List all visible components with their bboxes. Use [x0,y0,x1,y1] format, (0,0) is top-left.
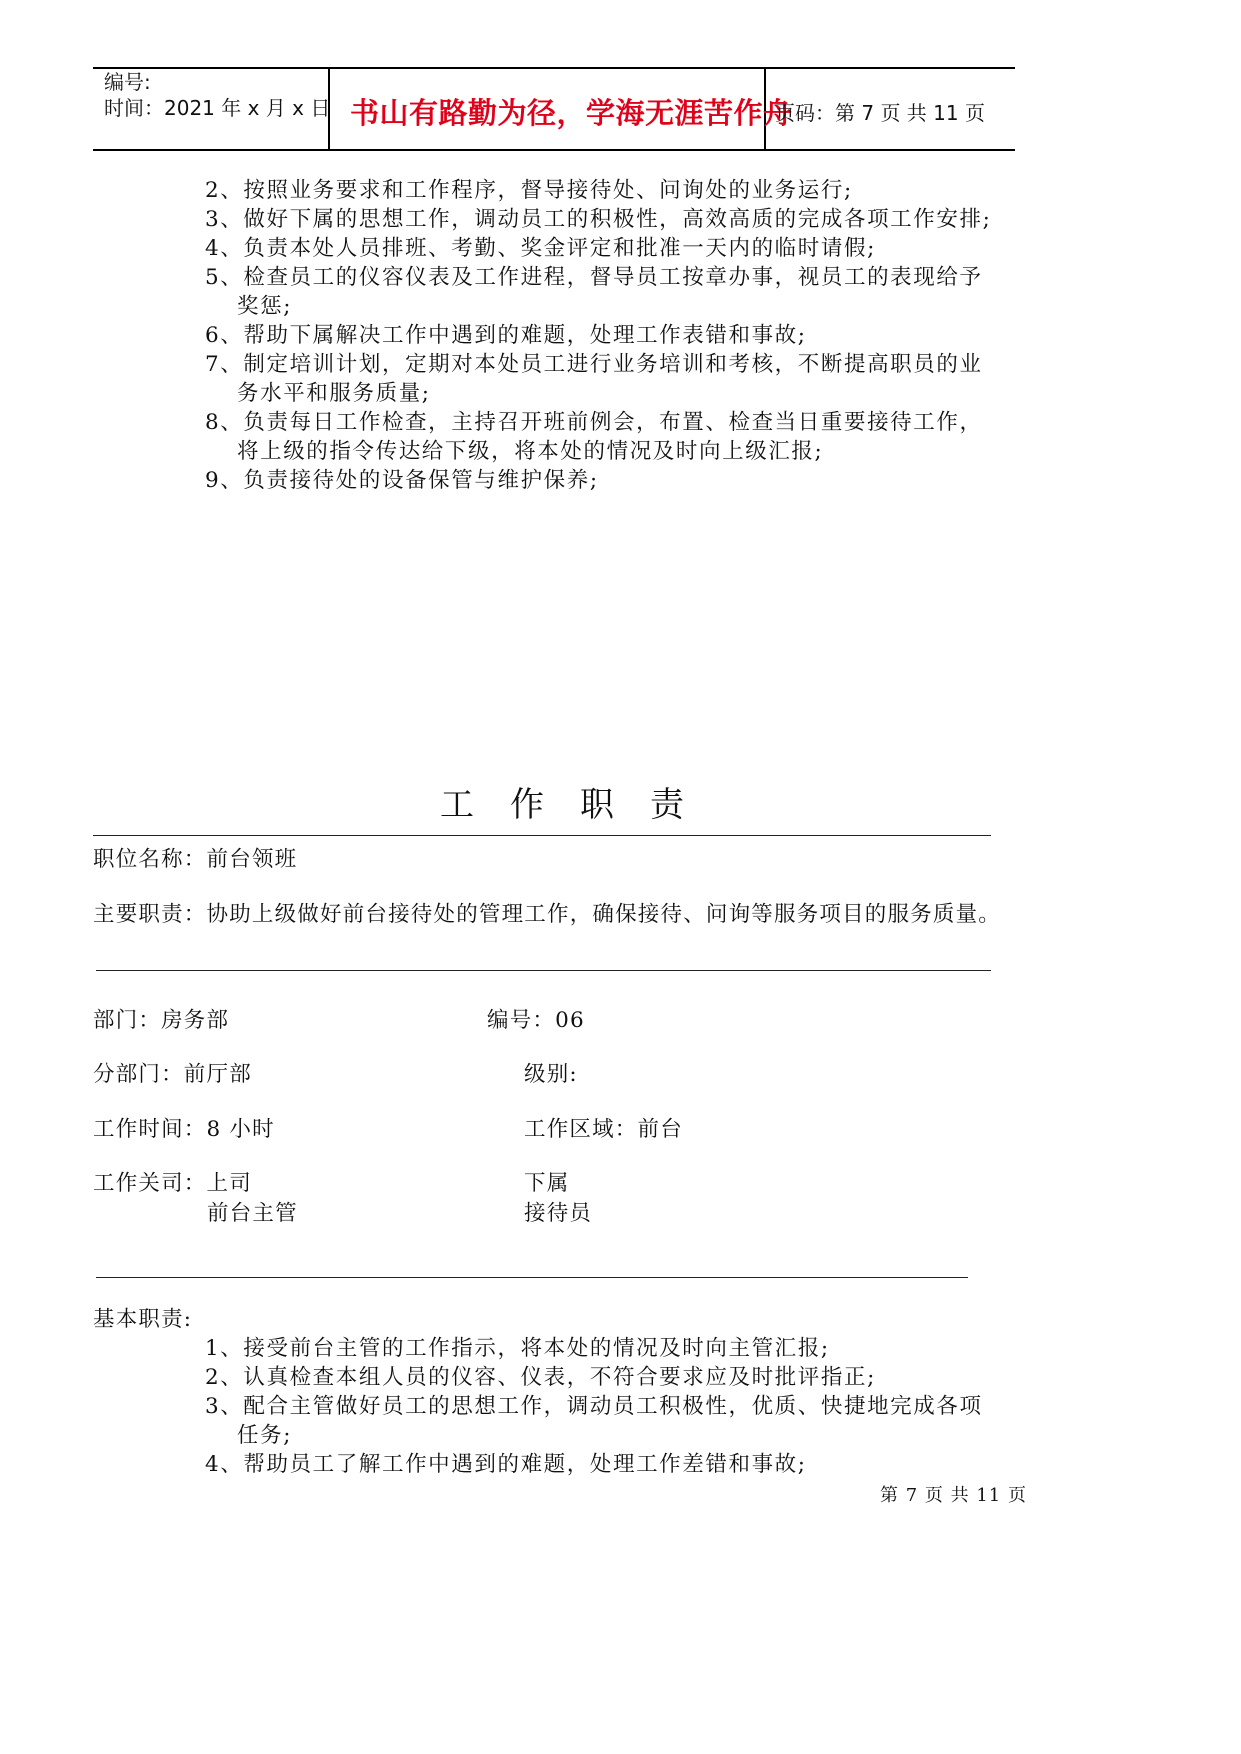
basic-duties-label: 基本职责: [93,1307,193,1332]
header-bottom-rule [93,149,1015,151]
work-relation-label: 工作关司：上司 [93,1171,252,1196]
list-item: 4、负责本处人员排班、考勤、奖金评定和批准一天内的临时请假; [205,236,876,261]
list-item: 9、负责接待处的设备保管与维护保养; [205,468,599,493]
list-item: 5、检查员工的仪容仪表及工作进程，督导员工按章办事，视员工的表现给予 [205,265,983,290]
list-item: 6、帮助下属解决工作中遇到的难题，处理工作表错和事故; [205,323,807,348]
header-motto: 书山有路勤为径，学海无涯苦作舟 [350,96,793,130]
main-duty: 主要职责：协助上级做好前台接待处的管理工作，确保接待、问询等服务项目的服务质量。 [93,902,1002,927]
list-item-continuation: 务水平和服务质量; [237,381,431,406]
header-time-label: 时间：2021 年 x 月 x 日 [104,96,331,120]
header-number-label: 编号: [104,70,151,94]
header-page-info: 页码：第 7 页 共 11 页 [775,101,985,125]
list-item-continuation: 奖惩; [237,294,293,319]
position-name: 职位名称：前台领班 [93,847,298,872]
work-area: 工作区域：前台 [524,1117,683,1142]
work-hours: 工作时间：8 小时 [93,1117,275,1142]
list-item: 4、帮助员工了解工作中遇到的难题，处理工作差错和事故; [205,1452,807,1477]
info-top-rule [96,970,991,971]
list-item: 2、按照业务要求和工作程序，督导接待处、问询处的业务运行; [205,178,853,203]
list-item: 7、制定培训计划，定期对本处员工进行业务培训和考核，不断提高职员的业 [205,352,983,377]
list-item-continuation: 任务; [237,1423,293,1448]
list-item: 3、做好下属的思想工作，调动员工的积极性，高效高质的完成各项工作安排; [205,207,992,232]
subordinate-value: 接待员 [524,1201,593,1226]
sub-department: 分部门：前厅部 [93,1062,252,1087]
department: 部门：房务部 [93,1008,230,1033]
list-item: 2、认真检查本组人员的仪容、仪表，不符合要求应及时批评指正; [205,1365,876,1390]
page-footer: 第 7 页 共 11 页 [880,1485,1027,1506]
level: 级别: [524,1062,578,1087]
subordinate-label: 下属 [524,1171,570,1196]
list-item: 8、负责每日工作检查，主持召开班前例会，布置、检查当日重要接待工作， [205,410,983,435]
list-item: 1、接受前台主管的工作指示，将本处的情况及时向主管汇报; [205,1336,830,1361]
info-bottom-rule [96,1277,968,1278]
superior-value: 前台主管 [207,1201,298,1226]
header-top-rule [93,67,1015,69]
title-rule [93,835,991,836]
list-item-continuation: 将上级的指令传达给下级，将本处的情况及时向上级汇报; [237,439,824,464]
section-title: 工作职责 [440,785,720,825]
code: 编号：06 [487,1008,585,1033]
list-item: 3、配合主管做好员工的思想工作，调动员工积极性，优质、快捷地完成各项 [205,1394,983,1419]
